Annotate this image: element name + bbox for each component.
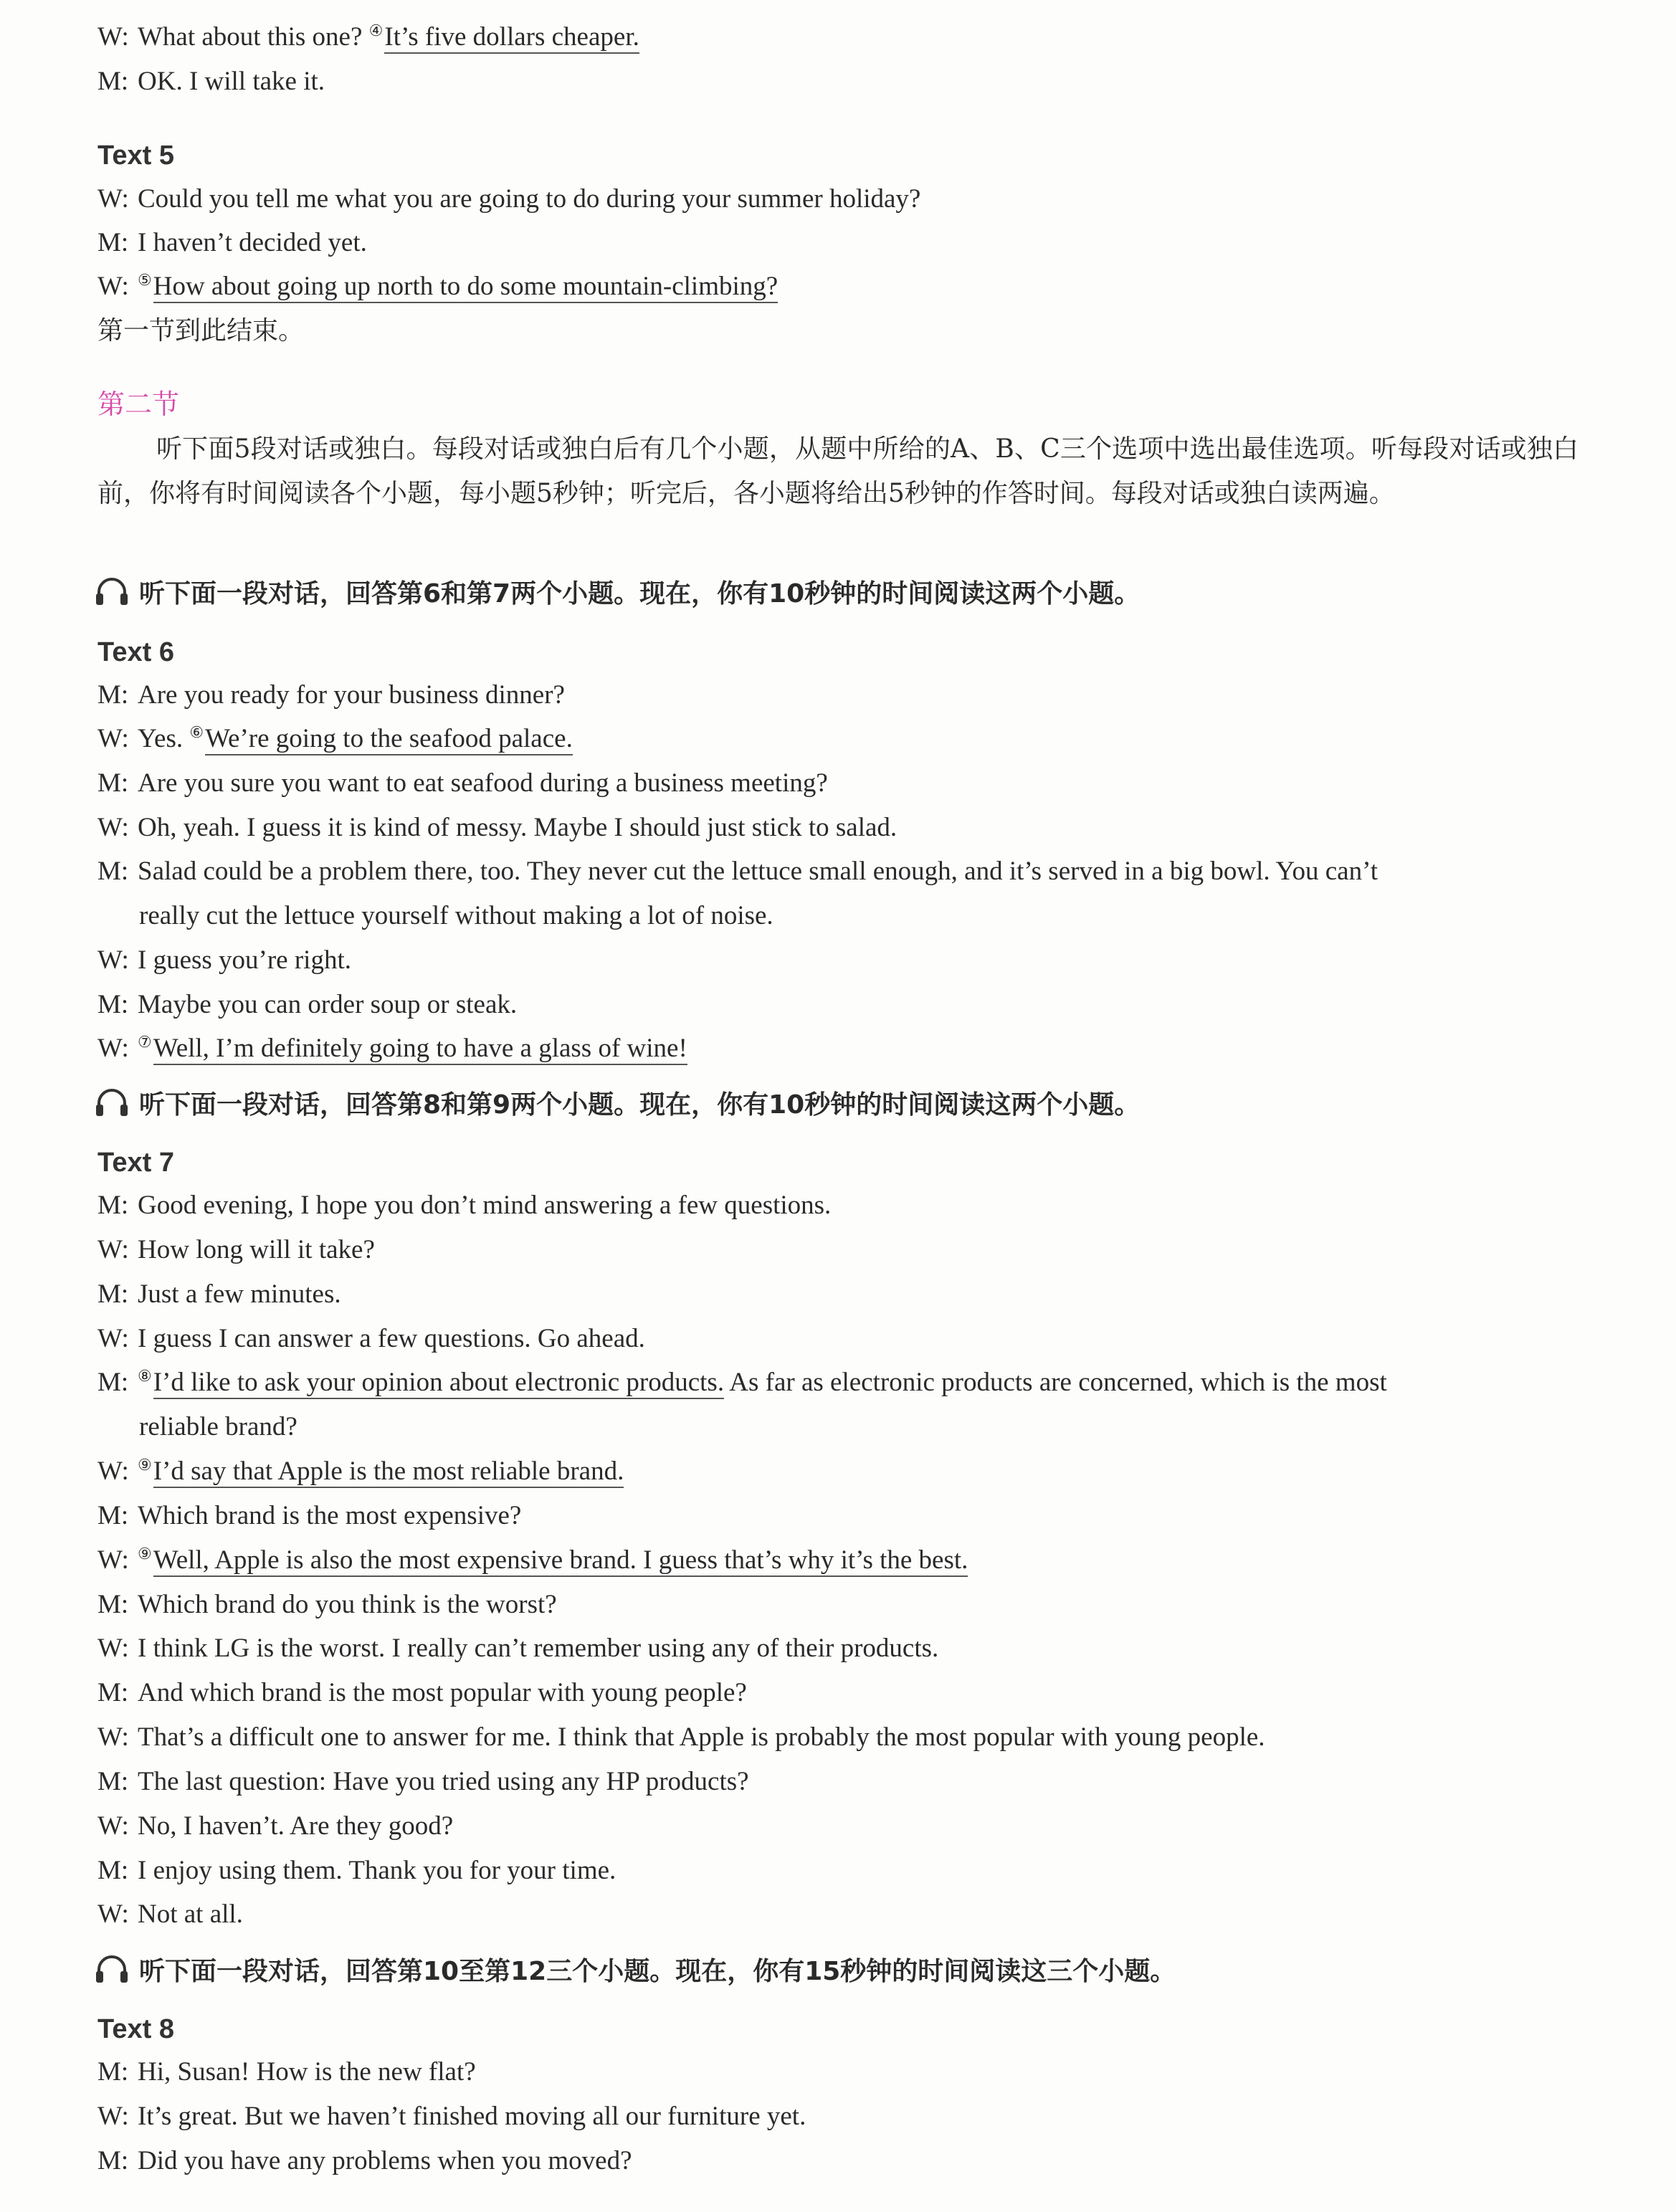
answer-marker: ⑧ — [138, 1366, 152, 1385]
dialogue-line: W: That’s a difficult one to answer for me. I think that Apple is probably the most popular with young people. — [97, 1722, 1265, 1752]
dialogue-line: M: Hi, Susan! How is the new flat? — [97, 2057, 476, 2087]
dialogue-line: W: Oh, yeah. I guess it is kind of messy. Maybe I should just stick to salad. — [97, 813, 897, 842]
dialogue-line: M: Good evening, I hope you don’t mind answering a few questions. — [97, 1191, 832, 1220]
dialogue-line-continued: reliable brand? — [139, 1412, 297, 1441]
answer-marker: ⑨ — [138, 1455, 152, 1474]
answer-marker: ⑥ — [189, 723, 204, 741]
dialogue-line: W: ⑨Well, Apple is also the most expensive brand. I guess that’s why it’s the best. — [97, 1543, 1579, 1578]
dialogue-line: W: I guess I can answer a few questions. Go ahead. — [97, 1324, 645, 1353]
section-title: 第二节 — [97, 388, 180, 420]
dialogue-line: W: I think LG is the worst. I really can’t remember using any of their products. — [97, 1634, 939, 1663]
dialogue-line: M: Just a few minutes. — [97, 1279, 341, 1309]
underlined-answer: Well, Apple is also the most expensive brand. I guess that’s why it’s the best. — [153, 1545, 968, 1577]
answer-marker: ⑨ — [138, 1544, 152, 1563]
dialogue-line: M: I haven’t decided yet. — [97, 228, 367, 257]
dialogue-line: M: Salad could be a problem there, too. They never cut the lettuce small enough, and it’s served in a big bowl. You can’t — [97, 857, 1379, 886]
dialogue-line: M: The last question: Have you tried using any HP products? — [97, 1767, 749, 1796]
text-heading: Text 5 — [97, 140, 175, 171]
answer-marker: ⑦ — [138, 1032, 152, 1051]
dialogue-line: M: OK. I will take it. — [97, 67, 325, 96]
headphones-icon — [95, 1089, 129, 1117]
underlined-answer: We’re going to the seafood palace. — [205, 724, 573, 755]
dialogue-line: W: Could you tell me what you are going to do during your summer holiday? — [97, 184, 921, 214]
underlined-answer: How about going up north to do some mountain-climbing? — [153, 272, 778, 303]
dialogue-line: W: ⑤How about going up north to do some mountain-climbing? — [97, 270, 1579, 304]
dialogue-line: W: ⑨I’d say that Apple is the most reliable brand. — [97, 1454, 1579, 1489]
dialogue-line: M: Are you sure you want to eat seafood during a business meeting? — [97, 768, 828, 798]
dialogue-line: W: Yes. ⑥We’re going to the seafood palace. — [97, 722, 1579, 756]
dialogue-line: M: Maybe you can order soup or steak. — [97, 990, 518, 1019]
text-heading: Text 7 — [97, 1148, 175, 1178]
dialogue-line: W: It’s great. But we haven’t finished moving all our furniture yet. — [97, 2102, 806, 2131]
dialogue-line: W: I guess you’re right. — [97, 945, 351, 975]
dialogue-line: W: No, I haven’t. Are they good? — [97, 1811, 454, 1841]
section-instructions: 听下面5段对话或独白。每段对话或独白后有几个小题，从题中所给的A、B、C三个选项中选出最佳选项。听每段对话或独白前，你将有时间阅读各个小题，每小题5秒钟；听完后，各小题将给出5秒钟的作答时间。每段对话或独白读两遍。 — [97, 434, 1579, 508]
listening-instruction: 听下面一段对话，回答第10至第12三个小题。现在，你有15秒钟的时间阅读这三个小题。 — [95, 1955, 1579, 1989]
dialogue-line: W: ⑦Well, I’m definitely going to have a glass of wine! — [97, 1031, 1579, 1066]
underlined-answer: I’d like to ask your opinion about electronic products. — [153, 1368, 724, 1399]
text-heading: Text 8 — [97, 2014, 175, 2044]
text-heading: Text 6 — [97, 637, 175, 667]
listening-instruction: 听下面一段对话，回答第8和第9两个小题。现在，你有10秒钟的时间阅读这两个小题。 — [95, 1088, 1579, 1122]
dialogue-line: M: I enjoy using them. Thank you for your time. — [97, 1856, 616, 1885]
section-end-note: 第一节到此结束。 — [97, 316, 305, 345]
dialogue-line: M: Are you ready for your business dinner? — [97, 680, 565, 710]
dialogue-line: M: Which brand do you think is the worst? — [97, 1590, 557, 1619]
underlined-answer: I’d say that Apple is the most reliable brand. — [153, 1457, 624, 1488]
dialogue-line: M: Did you have any problems when you moved? — [97, 2146, 632, 2175]
headphones-icon — [95, 1955, 129, 1984]
underlined-answer: It’s five dollars cheaper. — [384, 22, 639, 54]
dialogue-line: W: Not at all. — [97, 1899, 243, 1929]
answer-marker: ④ — [368, 21, 384, 39]
dialogue-line: M: ⑧I’d like to ask your opinion about electronic products. As far as electronic products are concerned, which is the most — [97, 1365, 1579, 1400]
dialogue-line: W: What about this one? ④It’s five dollars cheaper. — [97, 20, 1579, 54]
underlined-answer: Well, I’m definitely going to have a glass of wine! — [153, 1034, 687, 1065]
dialogue-line: W: How long will it take? — [97, 1235, 375, 1264]
headphones-icon — [95, 578, 129, 606]
dialogue-line: M: And which brand is the most popular with young people? — [97, 1678, 747, 1707]
answer-marker: ⑤ — [138, 270, 152, 289]
dialogue-line-continued: really cut the lettuce yourself without making a lot of noise. — [139, 901, 773, 930]
listening-instruction: 听下面一段对话，回答第6和第7两个小题。现在，你有10秒钟的时间阅读这两个小题。 — [95, 577, 1579, 611]
dialogue-line: M: Which brand is the most expensive? — [97, 1501, 522, 1530]
